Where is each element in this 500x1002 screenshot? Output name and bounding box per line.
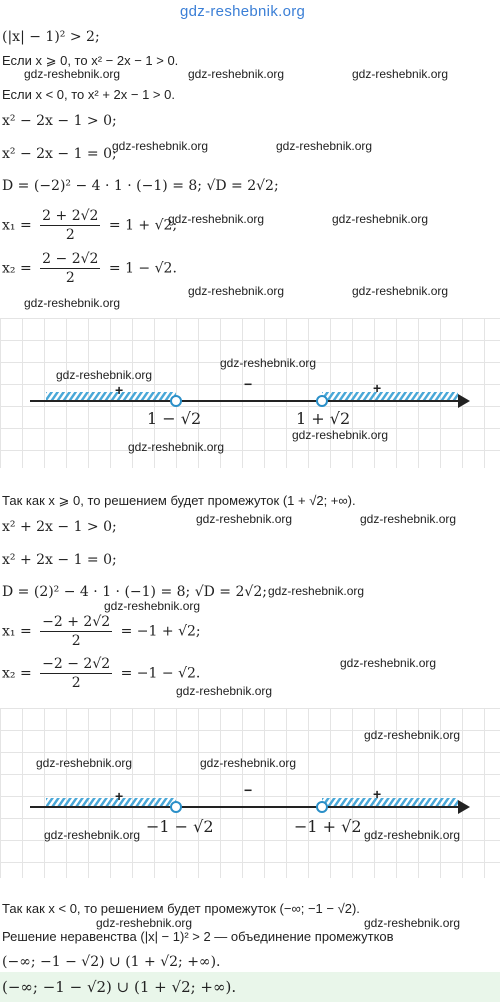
root2-numerator: 2 − 2√2 (42, 251, 99, 267)
watermark: gdz-reshebnik.org (128, 440, 225, 454)
watermark: gdz-reshebnik.org (96, 916, 193, 930)
case1-equation: x² − 2x − 1 = 0; (2, 146, 117, 162)
sign-left: + (115, 788, 124, 804)
root4-numerator: −2 − 2√2 (42, 656, 111, 672)
root2-fraction (40, 250, 100, 287)
watermark: gdz-reshebnik.org (292, 428, 389, 442)
root3-value: = −1 + √2; (120, 623, 201, 640)
point-label-right: 1 + √2 (296, 409, 351, 428)
case2-root2 (2, 655, 200, 692)
root1-denominator: 2 (65, 227, 75, 243)
case-positive: Если x ⩾ 0, то x² − 2x − 1 > 0. (2, 53, 179, 68)
watermark: gdz-reshebnik.org (36, 756, 133, 770)
open-point-right (317, 802, 327, 812)
root2-denominator: 2 (65, 270, 75, 286)
watermark: gdz-reshebnik.org (364, 828, 461, 842)
root3-fraction (40, 613, 112, 650)
watermark: gdz-reshebnik.org (168, 212, 265, 226)
interval-right-hatch (322, 392, 458, 400)
final-answer: (−∞; −1 − √2) ∪ (1 + √2; +∞). (2, 978, 237, 996)
root1-label: x₁ = (2, 217, 32, 234)
root3-denominator: 2 (71, 633, 81, 649)
point-label-right: −1 + √2 (294, 817, 362, 836)
watermark: gdz-reshebnik.org (24, 67, 121, 81)
watermark: gdz-reshebnik.org (220, 356, 317, 370)
open-point-left (171, 802, 181, 812)
interval-left-hatch (46, 798, 176, 806)
root2-label: x₂ = (2, 260, 32, 277)
interval-right-hatch (322, 798, 458, 806)
sign-right: + (373, 786, 382, 802)
watermark: gdz-reshebnik.org (188, 284, 285, 298)
sign-middle: − (244, 376, 253, 392)
case2-equation: x² + 2x − 1 = 0; (2, 552, 117, 568)
open-point-right (317, 396, 327, 406)
watermark: gdz-reshebnik.org (268, 584, 365, 598)
watermark: gdz-reshebnik.org (360, 512, 457, 526)
site-watermark-header: gdz-reshebnik.org (180, 3, 306, 20)
point-label-left: 1 − √2 (147, 409, 202, 428)
case1-root1 (2, 207, 177, 244)
case1-inequality: x² − 2x − 1 > 0; (2, 113, 117, 129)
watermark: gdz-reshebnik.org (104, 599, 201, 613)
root3-label: x₁ = (2, 623, 32, 640)
watermark: gdz-reshebnik.org (176, 684, 273, 698)
union-result: (−∞; −1 − √2) ∪ (1 + √2; +∞). (2, 954, 221, 970)
inequality-statement: (|x| − 1)² > 2; (2, 29, 100, 45)
watermark: gdz-reshebnik.org (56, 368, 153, 382)
root4-fraction (40, 655, 112, 692)
case2-inequality: x² + 2x − 1 > 0; (2, 519, 117, 535)
watermark: gdz-reshebnik.org (276, 139, 373, 153)
point-label-left: −1 − √2 (146, 817, 214, 836)
watermark: gdz-reshebnik.org (340, 656, 437, 670)
case1-root2 (2, 250, 177, 287)
root2-value: = 1 − √2. (108, 260, 177, 277)
case-negative: Если x < 0, то x² + 2x − 1 > 0. (2, 87, 175, 102)
watermark: gdz-reshebnik.org (44, 828, 141, 842)
root4-value: = −1 − √2. (120, 665, 201, 682)
number-line-1 (0, 318, 500, 468)
case2-conclusion: Так как x < 0, то решением будет промежуток (−∞; −1 − √2). (2, 901, 360, 916)
case2-discriminant: D = (2)² − 4 · 1 · (−1) = 8; √D = 2√2; (2, 584, 267, 600)
case2-root1 (2, 613, 201, 650)
case1-discriminant: D = (−2)² − 4 · 1 · (−1) = 8; √D = 2√2; (2, 178, 279, 194)
axis-arrow-icon (458, 800, 470, 814)
watermark: gdz-reshebnik.org (200, 756, 297, 770)
root4-denominator: 2 (71, 675, 81, 691)
watermark: gdz-reshebnik.org (364, 728, 461, 742)
watermark: gdz-reshebnik.org (196, 512, 293, 526)
interval-left-hatch (46, 392, 176, 400)
watermark: gdz-reshebnik.org (364, 916, 461, 930)
sign-right: + (373, 380, 382, 396)
axis-arrow-icon (458, 394, 470, 408)
root3-numerator: −2 + 2√2 (42, 614, 111, 630)
sign-left: + (115, 382, 124, 398)
union-statement: Решение неравенства (|x| − 1)² > 2 — объединение промежутков (2, 929, 394, 944)
watermark: gdz-reshebnik.org (24, 296, 121, 310)
case1-conclusion: Так как x ⩾ 0, то решением будет промежуток (1 + √2; +∞). (2, 493, 356, 508)
root4-label: x₂ = (2, 665, 32, 682)
watermark: gdz-reshebnik.org (352, 67, 449, 81)
watermark: gdz-reshebnik.org (352, 284, 449, 298)
watermark: gdz-reshebnik.org (112, 139, 209, 153)
root1-numerator: 2 + 2√2 (42, 208, 99, 224)
root1-value: = 1 + √2; (108, 217, 178, 234)
open-point-left (171, 396, 181, 406)
sign-middle: − (244, 782, 253, 798)
root1-fraction (40, 207, 100, 244)
watermark: gdz-reshebnik.org (188, 67, 285, 81)
watermark: gdz-reshebnik.org (332, 212, 429, 226)
